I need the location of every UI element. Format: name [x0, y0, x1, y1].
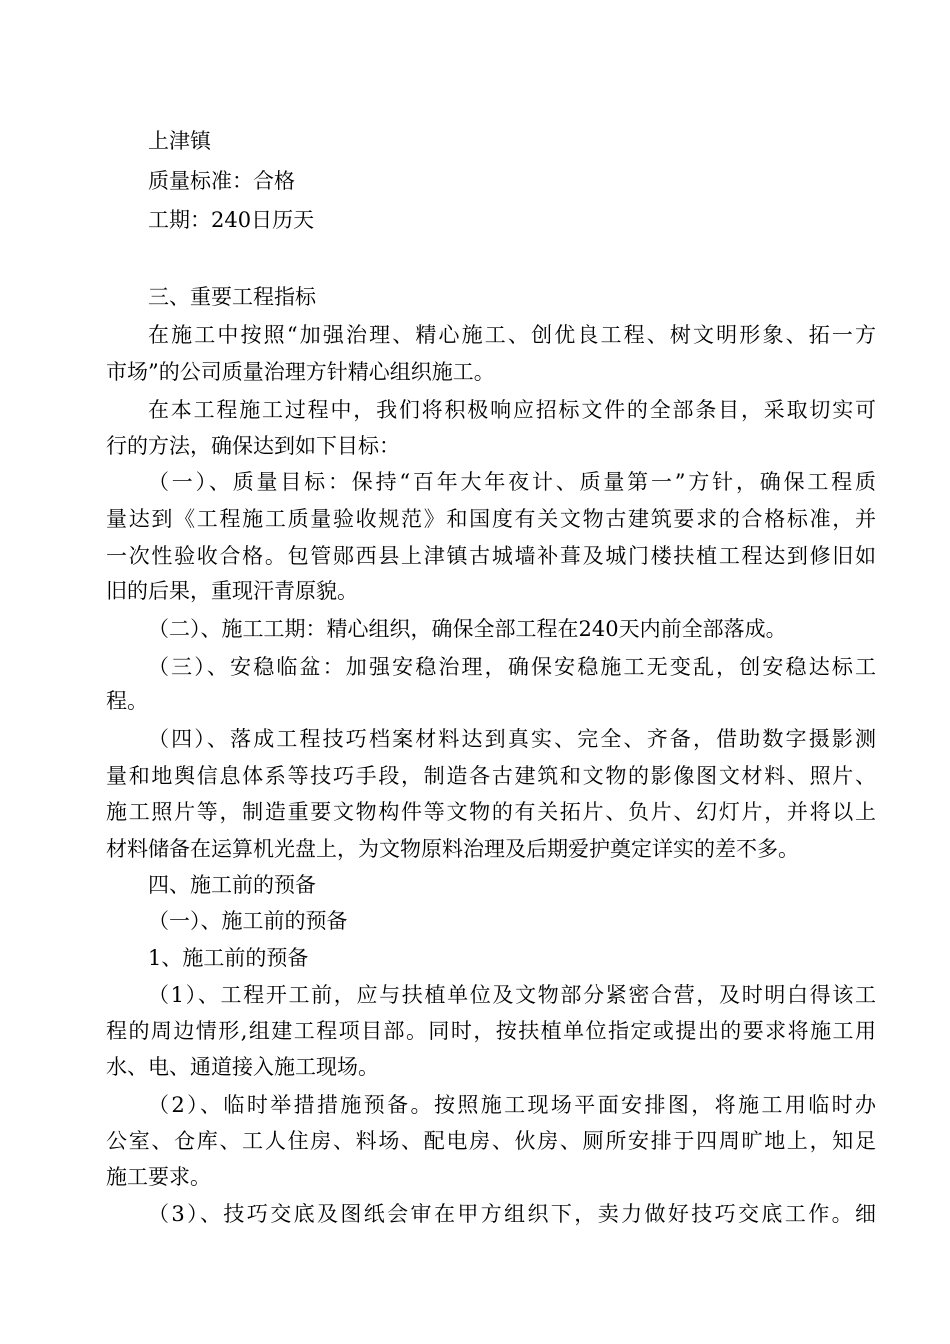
duration-line: 工期：240日历天 — [148, 208, 315, 232]
paragraph-line: 施工要求。 — [106, 1165, 211, 1189]
paragraph-line: （1）、工程开工前，应与扶植单位及文物部分紧密合营，及时明白得该工 — [148, 983, 876, 1007]
paragraph-line: 程。 — [106, 689, 148, 713]
paragraph-line: 施工照片等，制造重要文物构件等文物的有关拓片、负片、幻灯片，并将以上 — [106, 800, 876, 824]
paragraph-line: 材料储备在运算机光盘上，为文物原料治理及后期爱护奠定详实的差不多。 — [106, 837, 799, 861]
subsection-heading: 1、施工前的预备 — [148, 946, 309, 970]
quality-standard-line: 质量标准：合格 — [148, 169, 295, 193]
paragraph-line: 行的方法，确保达到如下目标： — [106, 434, 400, 458]
paragraph-line: 在施工中按照“加强治理、精心施工、创优良工程、树文明形象、拓一方 — [148, 323, 876, 347]
paragraph-line: 水、电、通道接入施工现场。 — [106, 1055, 379, 1079]
paragraph-line: （二）、施工工期：精心组织，确保全部工程在240天内前全部落成。 — [148, 617, 787, 641]
paragraph-line: 公室、仓库、工人住房、料场、配电房、伙房、厕所安排于四周旷地上，知足 — [106, 1129, 876, 1153]
paragraph-line: 旧的后果，重现汗青原貌。 — [106, 579, 358, 603]
paragraph-line: 在本工程施工过程中，我们将积极响应招标文件的全部条目，采取切实可 — [148, 398, 876, 422]
location-line: 上津镇 — [148, 129, 211, 153]
paragraph-line: （3）、技巧交底及图纸会审在甲方组织下，卖力做好技巧交底工作。细 — [148, 1202, 876, 1226]
paragraph-line: 量和地舆信息体系等技巧手段，制造各古建筑和文物的影像图文材料、照片、 — [106, 764, 876, 788]
subsection-heading: （一）、施工前的预备 — [148, 909, 348, 933]
section-heading: 四、施工前的预备 — [148, 873, 316, 897]
paragraph-line: （2）、临时举措措施预备。按照施工现场平面安排图，将施工用临时办 — [148, 1093, 876, 1117]
paragraph-line: 程的周边情形,组建工程项目部。同时，按扶植单位指定或提出的要求将施工用 — [106, 1019, 876, 1043]
paragraph-line: （四）、落成工程技巧档案材料达到真实、完全、齐备，借助数字摄影测 — [148, 727, 876, 751]
paragraph-line: 一次性验收合格。包管郧西县上津镇古城墙补葺及城门楼扶植工程达到修旧如 — [106, 544, 876, 568]
section-heading: 三、重要工程指标 — [148, 285, 316, 309]
paragraph-line: 市场”的公司质量治理方针精心组织施工。 — [106, 360, 495, 384]
paragraph-line: （一）、质量目标：保持“百年大年夜计、质量第一”方针，确保工程质 — [148, 470, 876, 494]
paragraph-line: 量达到《工程施工质量验收规范》和国度有关文物古建筑要求的合格标准，并 — [106, 507, 876, 531]
paragraph-line: （三）、安稳临盆：加强安稳治理，确保安稳施工无变乱，创安稳达标工 — [148, 655, 876, 679]
